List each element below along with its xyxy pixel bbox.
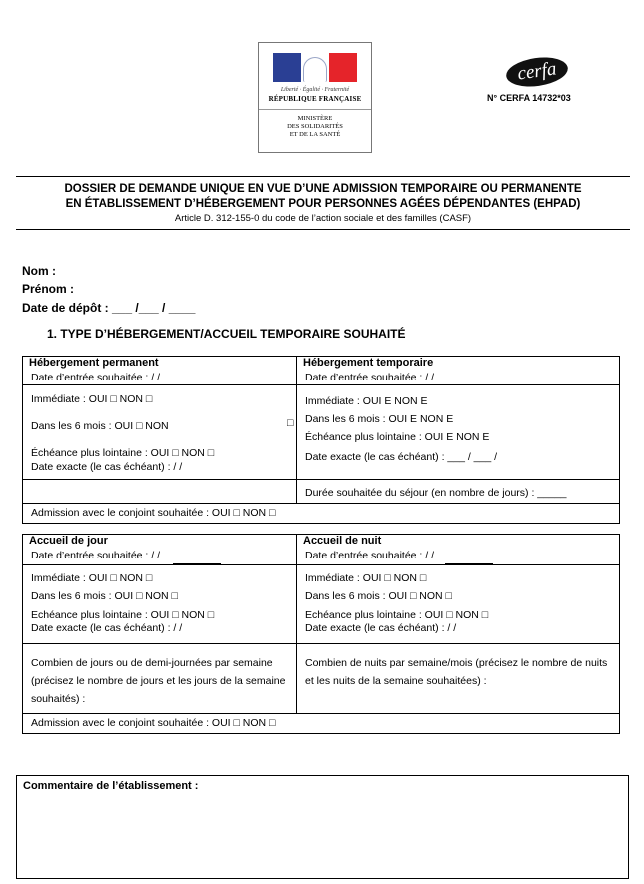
nuit-6mois-option[interactable]: Dans les 6 mois : OUI □ NON □ [305,590,452,602]
accueil-jour-header: Accueil de jour [29,535,108,547]
nuit-date-exacte[interactable]: Date exacte (le cas échéant) : / / [305,622,457,634]
accueil-conjoint-row [23,714,619,733]
permanent-6mois-non-checkbox[interactable]: □ [287,417,294,429]
logo-divider [259,109,371,110]
prenom-field[interactable]: Prénom : [22,282,75,296]
temporaire-6mois-option[interactable]: Dans les 6 mois : OUI Ε NON Ε [305,413,454,425]
temporaire-lointaine-option[interactable]: Échéance plus lointaine : OUI Ε NON Ε [305,431,490,443]
jour-6mois-option[interactable]: Dans les 6 mois : OUI □ NON □ [31,590,178,602]
hebergement-temporaire-header: Hébergement temporaire [303,357,434,369]
jour-date-exacte[interactable]: Date exacte (le cas échéant) : / / [31,622,183,634]
hebergement-header-row [23,357,619,385]
temporaire-duree-sejour[interactable]: Durée souhaitée du séjour (en nombre de jours) : _____ [305,487,567,499]
jour-entry-date[interactable]: Date d’entrée souhaitée : / / [31,550,160,558]
jour-combien-question[interactable]: Combien de jours ou de demi-journées par semaine (précisez le nombre de jours et les jours de la semaine souhaités) : [31,657,286,705]
cerfa-number: N° CERFA 14732*03 [487,93,571,103]
cerfa-logo: cerfa [504,54,569,90]
accueil-conjoint-option[interactable]: Admission avec le conjoint souhaitée : OUI □ NON □ [31,717,276,729]
nom-field[interactable]: Nom : [22,264,56,278]
nuit-combien-question[interactable]: Combien de nuits par semaine/mois (précisez le nombre de nuits et les nuits de la semaine souhaitées) : [305,657,608,687]
section-1-title: 1. TYPE D’HÉBERGEMENT/ACCUEIL TEMPORAIRE SOUHAITÉ [47,327,406,341]
document-title-box [16,176,630,230]
temporaire-entry-date[interactable]: Date d’entrée souhaitée : / / [305,372,434,380]
nuit-lointaine-option[interactable]: Echéance plus lointaine : OUI □ NON □ [305,609,489,621]
temporaire-immediate-option[interactable]: Immédiate : OUI Ε NON Ε [305,395,428,407]
commentaire-label: Commentaire de l’établissement : [23,780,199,792]
nuit-entry-date[interactable]: Date d’entrée souhaitée : / / [305,550,434,558]
jour-immediate-option[interactable]: Immédiate : OUI □ NON □ [31,572,153,584]
hebergement-duree-row [23,480,619,504]
document-title-line2: EN ÉTABLISSEMENT D’HÉBERGEMENT POUR PERSONNES AGÉES DÉPENDANTES (EHPAD) [65,198,581,210]
republic-motto: Liberté · Égalité · Fraternité [280,87,350,93]
commentaire-etablissement-box[interactable] [16,775,629,879]
permanent-date-exacte[interactable]: Date exacte (le cas échéant) : / / [31,461,183,473]
legal-reference: Article D. 312-155-0 du code de l’action sociale et des familles (CASF) [174,213,472,224]
document-title-line1: DOSSIER DE DEMANDE UNIQUE EN VUE D’UNE ADMISSION TEMPORAIRE OU PERMANENTE [64,183,582,195]
accueil-table [22,534,620,734]
temporaire-date-exacte[interactable]: Date exacte (le cas échéant) : ___ / ___ / [305,451,498,463]
accueil-nuit-header: Accueil de nuit [303,535,382,547]
jour-lointaine-option[interactable]: Echéance plus lointaine : OUI □ NON □ [31,609,215,621]
hebergement-details-row [23,385,619,480]
date-depot-field[interactable]: Date de dépôt : ___ /___ / ____ [22,301,196,315]
accueil-combien-row [23,644,619,714]
hebergement-permanent-header: Hébergement permanent [29,357,159,369]
permanent-entry-date[interactable]: Date d’entrée souhaitée : / / [31,372,160,380]
ministry-name: MINISTÈRE DES SOLIDARITÉS ET DE LA SANTÉ [287,115,343,138]
marianne-flag-icon [273,53,357,82]
government-logo [258,42,372,153]
hebergement-conjoint-row [23,504,619,523]
accueil-details-row [23,565,619,644]
permanent-immediate-option[interactable]: Immédiate : OUI □ NON □ [31,393,153,405]
permanent-lointaine-option[interactable]: Échéance plus lointaine : OUI □ NON □ [31,447,215,459]
republic-name: RÉPUBLIQUE FRANÇAISE [268,95,362,103]
hebergement-conjoint-option[interactable]: Admission avec le conjoint souhaitée : OUI □ NON □ [31,507,276,519]
nuit-immediate-option[interactable]: Immédiate : OUI □ NON □ [305,572,427,584]
permanent-6mois-option[interactable]: Dans les 6 mois : OUI □ NON [31,420,169,432]
hebergement-table [22,356,620,524]
accueil-header-row [23,535,619,565]
